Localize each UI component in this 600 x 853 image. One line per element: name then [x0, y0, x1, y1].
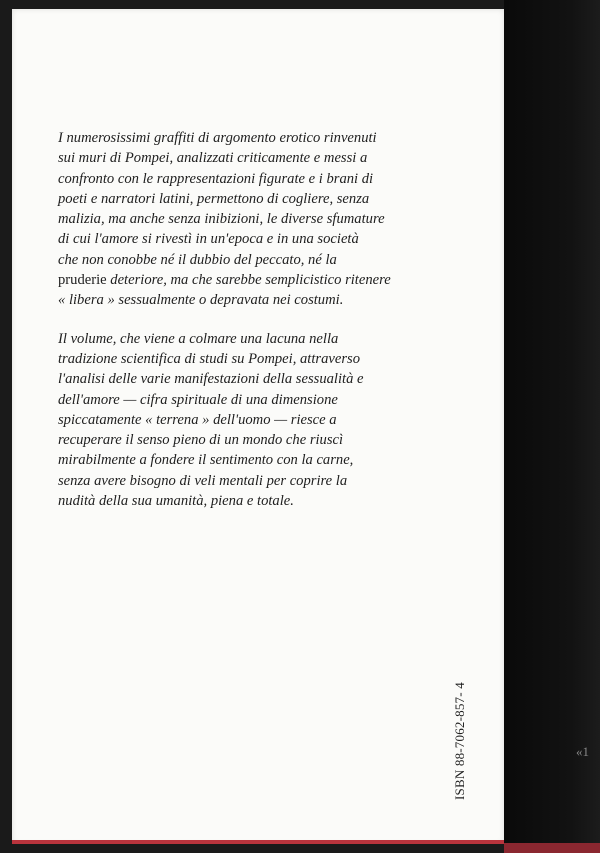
blurb-line: confronto con le rappresentazioni figurate e i brani di	[58, 170, 374, 187]
spine-mark: «1	[576, 744, 589, 759]
blurb-text	[58, 128, 478, 529]
spine-bottom-edge	[504, 843, 600, 853]
blurb-line: l'analisi delle varie manifestazioni della sessualità e	[58, 371, 364, 388]
blurb-line: dell'amore — cifra spirituale di una dimensione	[58, 391, 338, 408]
blurb-line: « libera » sessualmente o depravata nei costumi.	[58, 292, 344, 309]
blurb-line: I numerosissimi graffiti di argomento erotico rinvenuti	[58, 130, 377, 146]
cover-bottom-edge	[12, 840, 504, 844]
blurb-line	[58, 270, 478, 290]
pruderie-word: pruderie	[58, 272, 107, 289]
isbn-code: ISBN 88-7062-857- 4	[452, 682, 467, 800]
blurb-line: Il volume, che viene a colmare una lacuna nella	[58, 330, 339, 347]
blurb-paragraph-2	[58, 329, 478, 512]
blurb-line: mirabilmente a fondere il sentimento con la carne,	[58, 452, 354, 469]
blurb-line: spiccatamente « terrena » dell'uomo — riesce a	[58, 411, 337, 428]
blurb-line: che non conobbe né il dubbio del peccato, né la	[58, 251, 337, 268]
blurb-line: senza avere bisogno di veli mentali per coprire la	[58, 472, 348, 489]
book-spine	[504, 0, 600, 853]
blurb-line: malizia, ma anche senza inibizioni, le diverse sfumature	[58, 211, 385, 228]
blurb-line: tradizione scientifica di studi su Pompei, attraverso	[58, 350, 360, 367]
blurb-line-rest: deteriore, ma che sarebbe semplicistico ritenere	[106, 272, 391, 289]
blurb-line: sui muri di Pompei, analizzati criticamente e messi a	[58, 150, 368, 167]
blurb-paragraph-1	[58, 128, 478, 311]
blurb-line: di cui l'amore si rivestì in un'epoca e in una società	[58, 231, 359, 248]
blurb-line: poeti e narratori latini, permettono di cogliere, senza	[58, 190, 370, 207]
blurb-line: nudità della sua umanità, piena e totale.	[58, 493, 294, 510]
blurb-line: recuperare il senso pieno di un mondo che riuscì	[58, 432, 344, 449]
